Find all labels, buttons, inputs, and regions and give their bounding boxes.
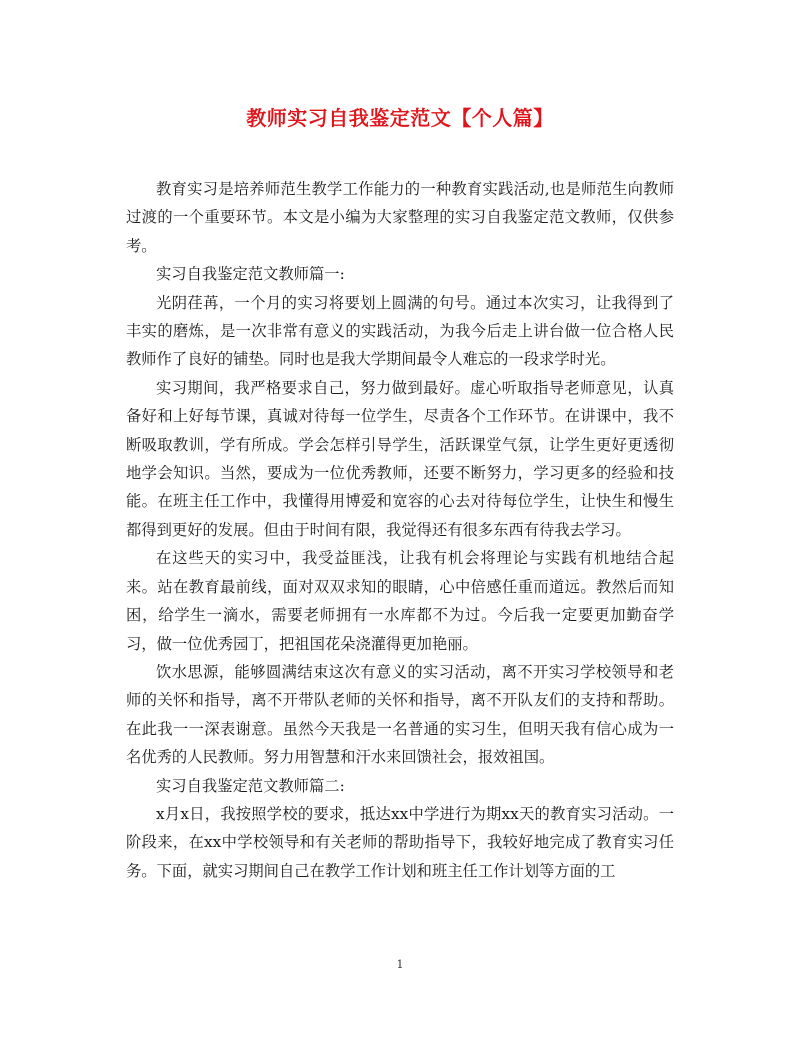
document-title: 教师实习自我鉴定范文【个人篇】 xyxy=(246,106,554,130)
section-heading-two: 实习自我鉴定范文教师篇二: xyxy=(156,776,345,795)
body-paragraph: 在这些天的实习中，我受益匪浅，让我有机会将理论与实践有机地结合起来。站在教育最前线，面对双双求知的眼睛，心中倍感任重而道远。教然后而知困，给学生一滴水，需要老师拥有一水库都不为过。今后我一定要更加勤奋学习，做一位优秀园丁，把祖国花朵浇灌得更加艳丽。 xyxy=(126,549,674,653)
section-heading-one: 实习自我鉴定范文教师篇一: xyxy=(156,265,345,284)
intro-paragraph: 教育实习是培养师范生教学工作能力的一种教育实践活动,也是师范生向教师过渡的一个重要环节。本文是小编为大家整理的实习自我鉴定范文教师，仅供参考。 xyxy=(126,180,674,255)
page-number: 1 xyxy=(396,958,404,971)
body-paragraph: x月x日，我按照学校的要求，抵达xx中学进行为期xx天的教育实习活动。一阶段来，在xx中学校领导和有关老师的帮助指导下，我较好地完成了教育实习任务。下面，就实习期间自己在教学工作计划和班主任工作计划等方面的工 xyxy=(126,804,674,880)
body-paragraph: 实习期间，我严格要求自己，努力做到最好。虚心听取指导老师意见，认真备好和上好每节课，真诚对待每一位学生，尽责各个工作环节。在讲课中，我不断吸取教训，学有所成。学会怎样引导学生，活跃课堂气氛，让学生更好更透彻地学会知识。当然，要成为一位优秀教师，还要不断努力，学习更多的经验和技能。在班主任工作中，我懂得用博爱和宽容的心去对待每位学生，让快生和慢生都得到更好的发展。但由于时间有限，我觉得还有很多东西有待我去学习。 xyxy=(126,378,674,539)
body-paragraph: 饮水思源，能够圆满结束这次有意义的实习活动，离不开实习学校领导和老师的关怀和指导，离不开带队老师的关怀和指导，离不开队友们的支持和帮助。在此我一一深表谢意。虽然今天我是一名普通的实习生，但明天我有信心成为一名优秀的人民教师。努力用智慧和汗水来回馈社会，报效祖国。 xyxy=(126,662,674,767)
body-paragraph: 光阴荏苒，一个月的实习将要划上圆满的句号。通过本次实习，让我得到了丰实的磨炼，是一次非常有意义的实践活动，为我今后走上讲台做一位合格人民教师作了良好的铺垫。同时也是我大学期间最令人难忘的一段求学时光。 xyxy=(126,293,674,369)
document-body xyxy=(126,175,674,885)
